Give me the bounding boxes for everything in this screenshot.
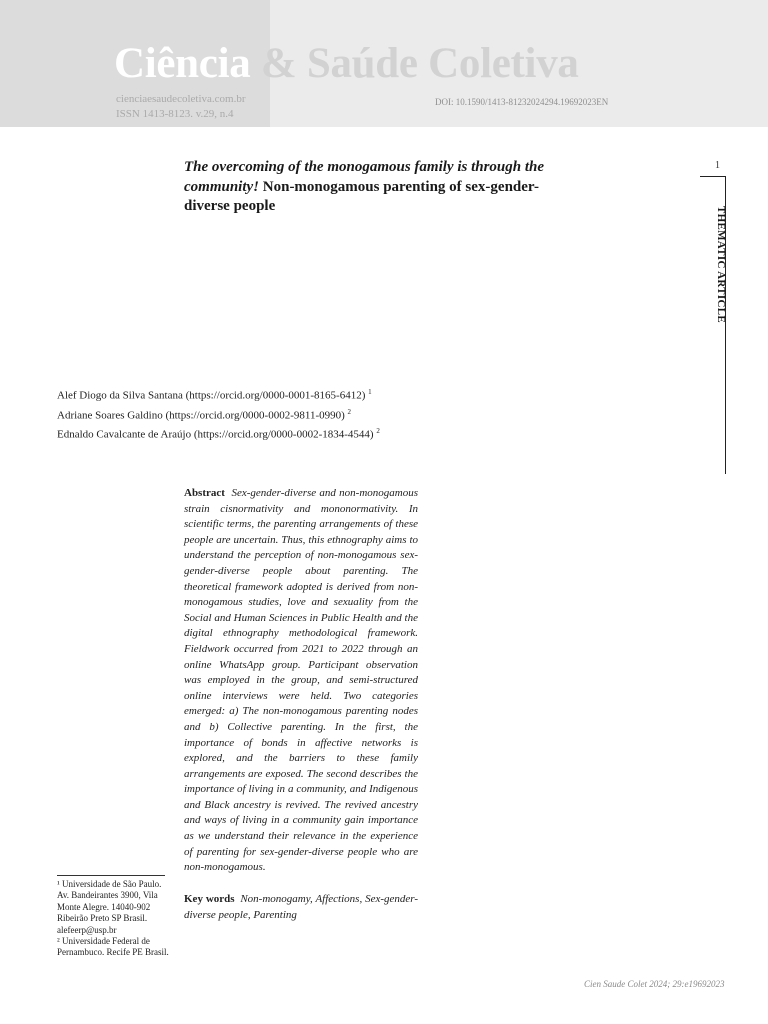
keywords-text: Non-monogamy, Affections, Sex-gender-diverse people, Parenting: [184, 893, 418, 921]
abstract-label: Abstract: [184, 487, 225, 499]
journal-title-word1: Ciência: [114, 40, 251, 87]
journal-title-rest: & Saúde Coletiva: [260, 40, 579, 87]
page-number: 1: [715, 160, 720, 171]
author-line: [57, 384, 380, 404]
article-doi[interactable]: DOI: 10.1590/1413-81232024294.19692023EN: [435, 97, 609, 107]
author-name: Ednaldo Cavalcante de Araújo (https://orcid.org/0000-0002-1834-4544): [57, 428, 374, 441]
abstract: [184, 486, 418, 876]
author-list: [57, 384, 380, 443]
affiliation-item: ² Universidade Federal de Pernambuco. Recife PE Brasil.: [57, 936, 169, 958]
affiliations: [57, 879, 169, 959]
article-title: [184, 158, 564, 217]
author-name: Alef Diogo da Silva Santana (https://orcid.org/0000-0001-8165-6412): [57, 389, 366, 402]
author-affiliation-mark: 2: [376, 427, 380, 436]
abstract-text: Sex-gender-diverse and non-monogamous strain cisnormativity and mononormativity. In scientific terms, the parenting arrangements of these people are uncertain. Thus, this ethnography aims to understand the perception of non-monogamous sex-gender-diverse people about parenting. The theoretical framework adopted is derived from non-monogamous studies, love and sexuality from the Social and Human Sciences in Public Health and the digital ethnography methodological framework. Fieldwork occurred from 2021 to 2022 through an online WhatsApp group. Participant observation was employed in the group, and semi-structured online interviews were held. Two categories emerged: a) The non-monogamous parenting nodes and b) Collective parenting. In the first, the importance of bonds in affective networks is explored, and the barriers to these family arrangements are exposed. The second describes the importance of living in a community, and Indigenous and Black ancestry is revived. The revived ancestry and ways of living in a community gain importance as we understand their relevance in the experience of parenting for sex-gender-diverse people who are non-monogamous.: [184, 487, 419, 874]
author-name: Adriane Soares Galdino (https://orcid.org/0000-0002-9811-0990): [57, 409, 345, 422]
article-title-italic: The overcoming of the monogamous family is through the community!: [184, 159, 545, 195]
author-line: [57, 423, 380, 443]
author-line: [57, 404, 380, 424]
affiliation-rule: [57, 875, 165, 876]
journal-website[interactable]: cienciaesaudecoletiva.com.br: [116, 93, 246, 105]
citation-footer: Cien Saude Colet 2024; 29:e19692023: [584, 979, 725, 989]
keywords-label: Key words: [184, 893, 235, 905]
author-affiliation-mark: 1: [368, 388, 372, 396]
affiliation-item: ¹ Universidade de São Paulo. Av. Bandeirantes 3900, Vila Monte Alegre. 14040-902 Ribeirão Preto SP Brasil. alefeerp@usp.br: [57, 879, 162, 935]
section-label: THEMATIC ARTICLE: [715, 206, 727, 323]
article-title-regular: Non-monogamous parenting of sex-gender-diverse people: [184, 178, 540, 214]
journal-title: [114, 40, 579, 88]
keywords: [184, 892, 418, 923]
journal-issn: ISSN 1413-8123. v.29, n.4: [116, 108, 234, 120]
author-affiliation-mark: 2: [347, 407, 352, 416]
side-rule-tick: [700, 176, 726, 177]
